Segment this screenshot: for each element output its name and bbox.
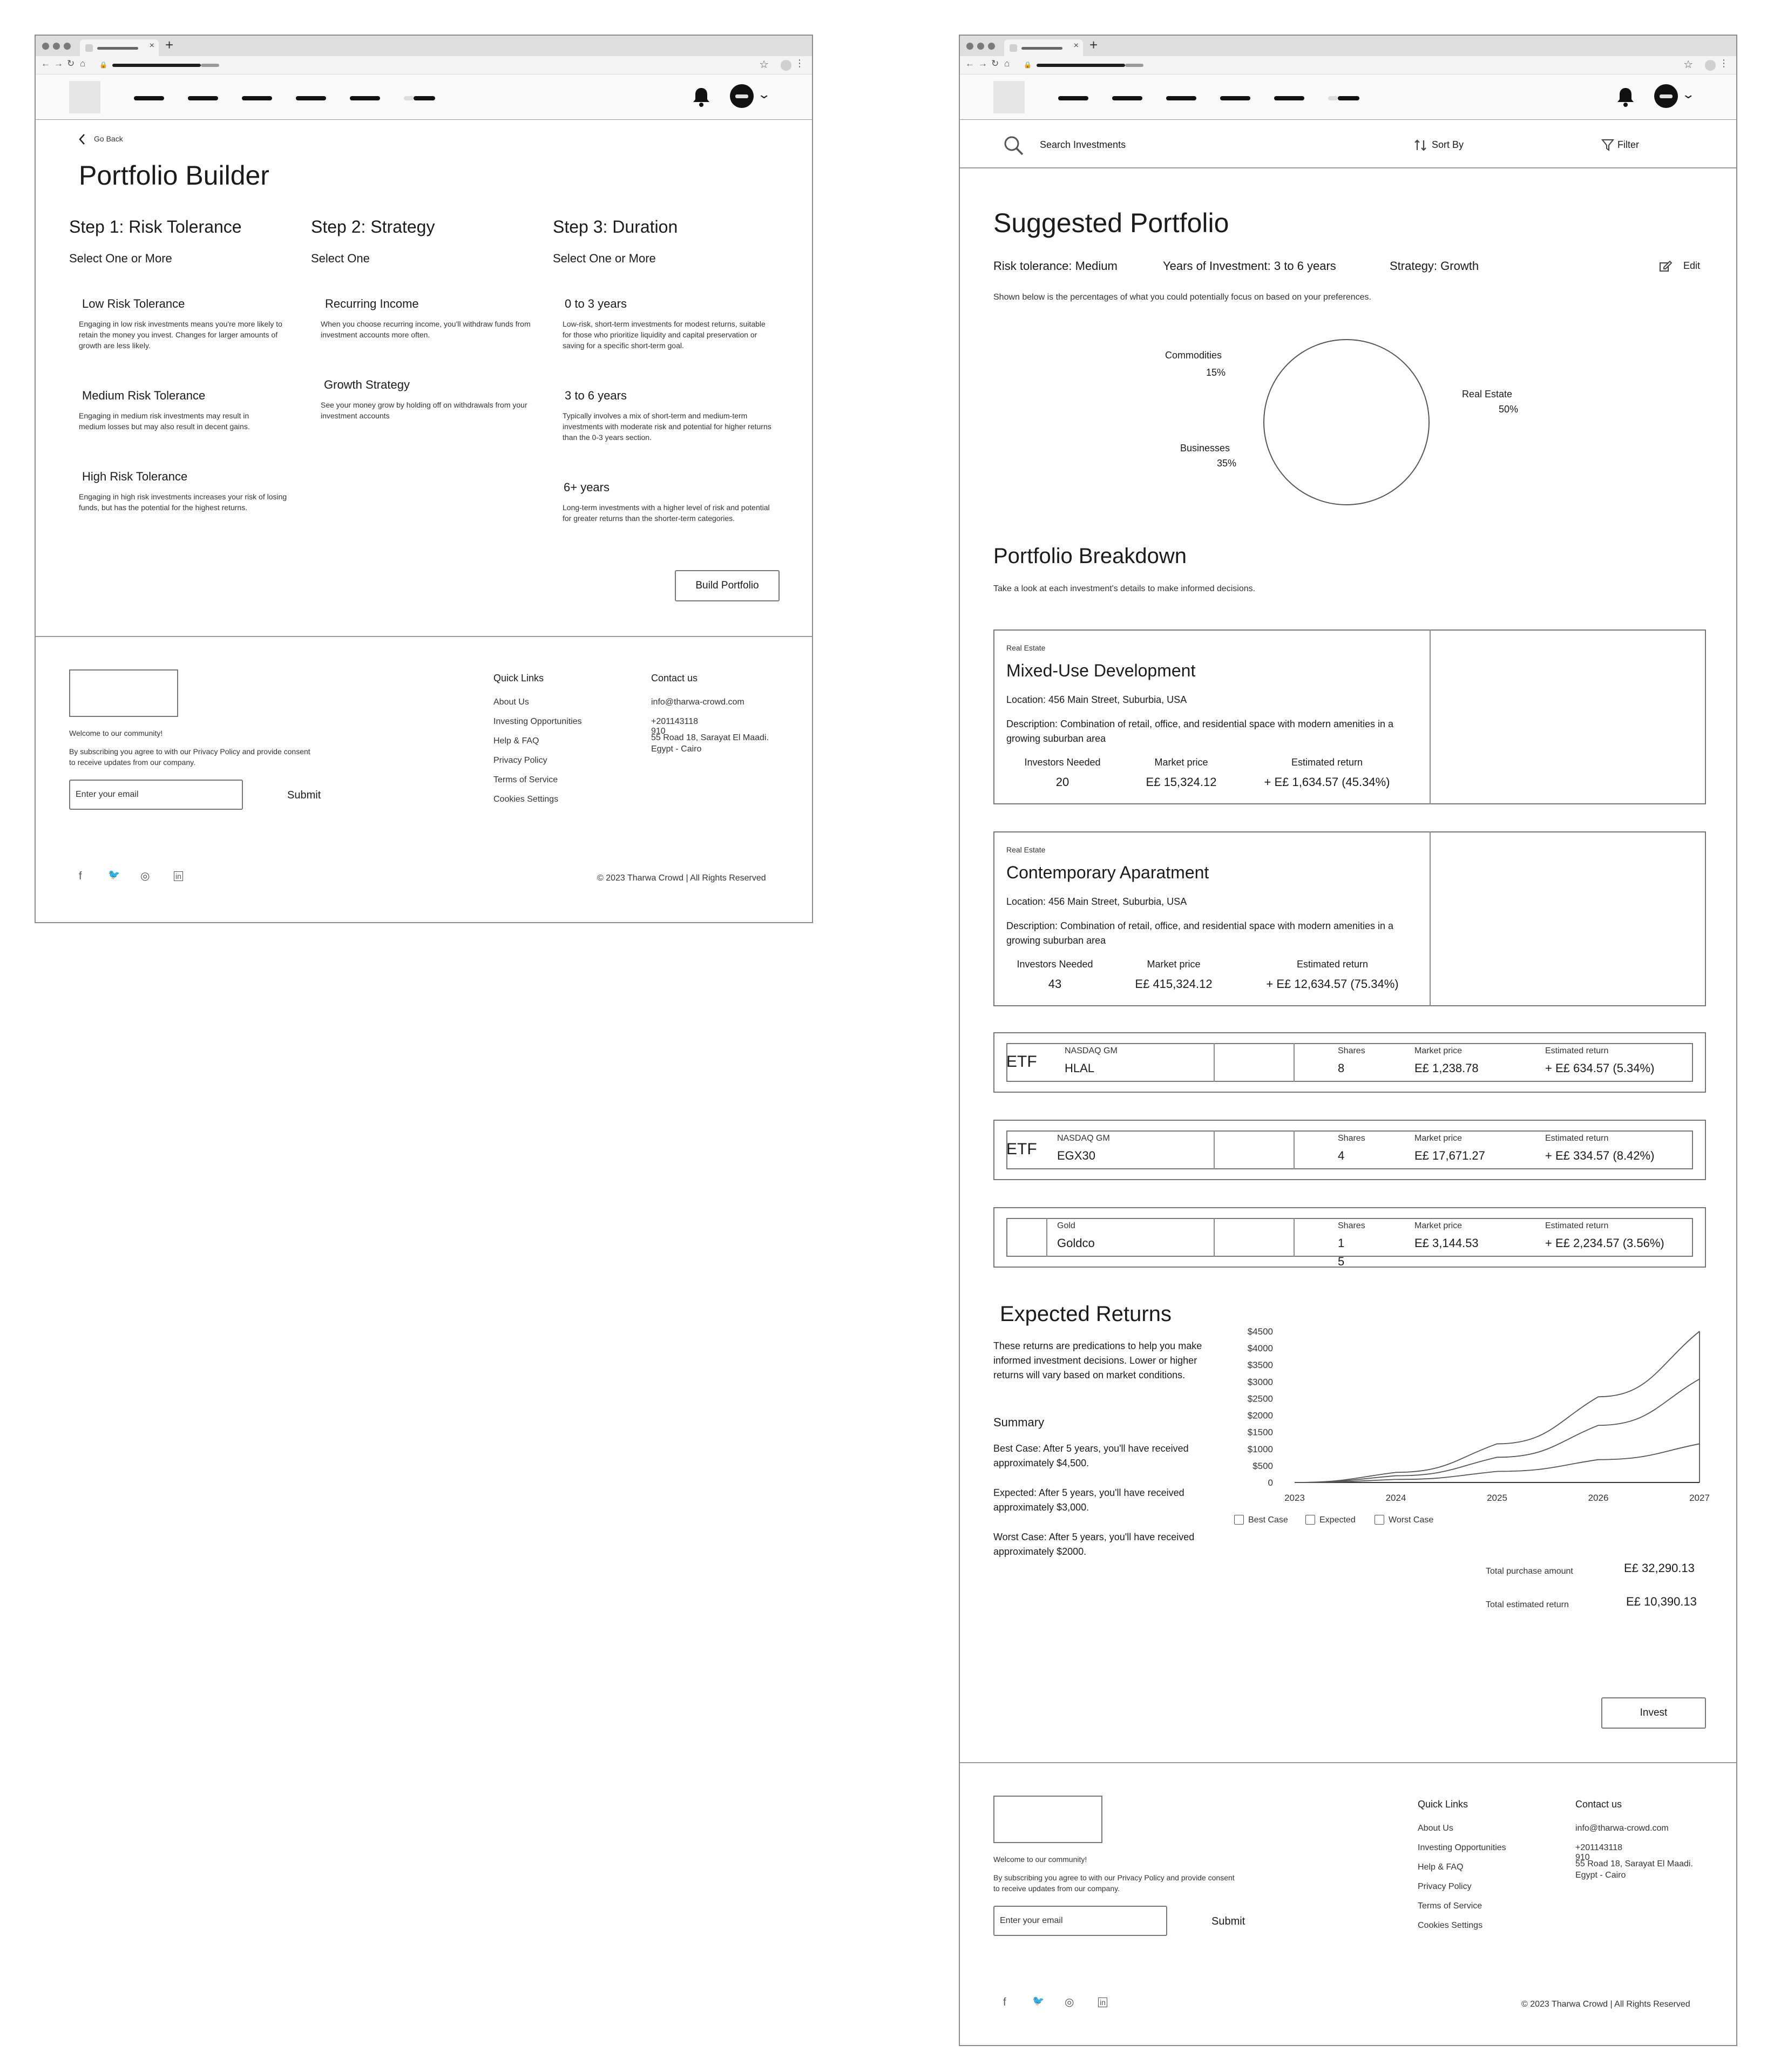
edit-button[interactable]: Edit bbox=[1683, 260, 1701, 271]
y-tick-label: $4500 bbox=[1247, 1326, 1273, 1337]
contact-email[interactable]: info@tharwa-crowd.com bbox=[1575, 1824, 1669, 1833]
contact-title: Contact us bbox=[1575, 1799, 1622, 1810]
card-title: Contemporary Aparatment bbox=[1006, 863, 1209, 882]
shares-label: Shares bbox=[1338, 1046, 1365, 1055]
option-medium-risk[interactable]: Medium Risk Tolerance bbox=[82, 389, 206, 402]
nav-link-2[interactable] bbox=[188, 96, 218, 100]
expected-returns-description: These returns are predications to help you make informed investment decisions. Lower or higher returns will vary based on market conditions. bbox=[993, 1340, 1202, 1380]
browser-titlebar bbox=[960, 36, 1736, 56]
tab-title bbox=[1021, 47, 1062, 50]
footer-link-privacy[interactable]: Privacy Policy bbox=[1418, 1882, 1472, 1891]
summary-worst-case: Worst Case: After 5 years, you'll have received approximately $2000. bbox=[993, 1532, 1195, 1557]
total-return-value: E£ 10,390.13 bbox=[1626, 1595, 1697, 1608]
expected-returns-chart bbox=[1235, 1321, 1710, 1504]
user-avatar[interactable] bbox=[730, 84, 754, 108]
strategy-summary: Strategy: Growth bbox=[1390, 259, 1479, 273]
brand-logo[interactable] bbox=[69, 81, 100, 113]
option-3-6-years-desc: Typically involves a mix of short-term and medium-term investments with moderate risk and potential for higher returns than the 0-3 years section. bbox=[563, 411, 771, 442]
security-row-divider bbox=[1214, 1218, 1215, 1257]
notification-bell-icon[interactable] bbox=[692, 86, 710, 108]
total-purchase-label: Total purchase amount bbox=[1486, 1567, 1573, 1576]
market-price-value: E£ 15,324.12 bbox=[1146, 775, 1217, 789]
browser-profile-icon[interactable] bbox=[1705, 60, 1716, 71]
legend-best-case: Best Case bbox=[1248, 1515, 1288, 1525]
close-dot[interactable] bbox=[966, 43, 973, 50]
security-exchange: NASDAQ GM bbox=[1057, 1134, 1110, 1143]
option-high-risk[interactable]: High Risk Tolerance bbox=[82, 470, 188, 483]
invest-button[interactable]: Invest bbox=[1601, 1697, 1706, 1729]
contact-phone-2: 910 bbox=[651, 727, 666, 736]
newsletter-submit-button[interactable]: Submit bbox=[287, 789, 321, 801]
chevron-left-icon[interactable] bbox=[78, 133, 86, 146]
y-tick-label: $500 bbox=[1253, 1460, 1273, 1471]
shares-value: 4 bbox=[1338, 1149, 1345, 1162]
step-2-title: Step 2: Strategy bbox=[311, 217, 435, 236]
years-summary: Years of Investment: 3 to 6 years bbox=[1163, 259, 1336, 273]
y-tick-label: $2500 bbox=[1247, 1393, 1273, 1404]
notification-bell-icon[interactable] bbox=[1616, 86, 1635, 108]
option-high-risk-desc: Engaging in high risk investments increases your risk of losing funds, but has the potential for the highest returns. bbox=[79, 492, 287, 512]
market-price-value: E£ 415,324.12 bbox=[1135, 977, 1213, 991]
browser-menu-icon[interactable]: ⋮ bbox=[795, 58, 804, 69]
footer-link-investing[interactable]: Investing Opportunities bbox=[1418, 1843, 1506, 1852]
security-ticker: Goldco bbox=[1057, 1236, 1095, 1250]
forward-arrow-icon[interactable]: → bbox=[54, 58, 63, 69]
shares-value-extra: 5 bbox=[1338, 1255, 1345, 1268]
address-bar bbox=[36, 56, 812, 75]
shares-label: Shares bbox=[1338, 1134, 1365, 1143]
contact-phone-2: 910 bbox=[1575, 1853, 1590, 1862]
market-price-label: Market price bbox=[1154, 757, 1208, 768]
security-row-divider bbox=[1214, 1130, 1215, 1169]
pie-label-real-estate: Real Estate bbox=[1462, 389, 1513, 399]
filter-icon[interactable] bbox=[1601, 138, 1614, 152]
browser-window-builder bbox=[35, 35, 813, 923]
address-bar bbox=[960, 56, 1736, 75]
browser-window-suggested bbox=[959, 35, 1737, 2046]
estimated-return-value: + E£ 634.57 (5.34%) bbox=[1545, 1061, 1655, 1075]
home-icon[interactable]: ⌂ bbox=[80, 58, 86, 69]
footer-link-help[interactable]: Help & FAQ bbox=[493, 736, 539, 746]
summary-title: Summary bbox=[993, 1416, 1045, 1429]
nav-link-4[interactable] bbox=[296, 96, 326, 100]
nav-link-5[interactable] bbox=[350, 96, 380, 100]
y-tick-label: $4000 bbox=[1247, 1343, 1273, 1354]
favicon-icon bbox=[1010, 44, 1017, 52]
search-icon[interactable] bbox=[1003, 135, 1025, 157]
facebook-icon[interactable]: f bbox=[79, 870, 82, 882]
security-ticker: EGX30 bbox=[1057, 1149, 1095, 1162]
url-text-suffix bbox=[201, 64, 219, 67]
footer-link-terms[interactable]: Terms of Service bbox=[1418, 1901, 1482, 1911]
y-tick-label: $1500 bbox=[1247, 1427, 1273, 1438]
back-arrow-icon[interactable]: ← bbox=[41, 58, 50, 69]
x-tick-label: 2024 bbox=[1385, 1493, 1406, 1503]
market-price-value: E£ 17,671.27 bbox=[1414, 1149, 1485, 1162]
footer-link-terms[interactable]: Terms of Service bbox=[493, 775, 558, 784]
market-price-label: Market price bbox=[1414, 1221, 1463, 1230]
y-tick-label: $1000 bbox=[1247, 1444, 1273, 1454]
estimated-return-label: Estimated return bbox=[1291, 757, 1363, 768]
investors-needed-label: Investors Needed bbox=[1024, 757, 1101, 768]
card-location: Location: 456 Main Street, Suburbia, USA bbox=[1006, 694, 1187, 705]
nav-link-2[interactable] bbox=[1112, 96, 1142, 100]
estimated-return-label: Estimated return bbox=[1296, 959, 1369, 970]
card-divider bbox=[1430, 831, 1431, 1006]
twitter-icon[interactable]: 🐦 bbox=[1032, 1995, 1045, 2006]
card-category: Real Estate bbox=[1006, 845, 1046, 854]
contact-address: 55 Road 18, Sarayat El Maadi. Egypt - Cairo bbox=[1575, 1859, 1693, 1880]
nav-link-6-prefix bbox=[404, 96, 414, 100]
estimated-return-label: Estimated return bbox=[1545, 1046, 1609, 1055]
facebook-icon[interactable]: f bbox=[1003, 1996, 1006, 2008]
footer-logo bbox=[993, 1796, 1102, 1843]
instagram-icon[interactable]: ◎ bbox=[1065, 1996, 1074, 2008]
market-price-label: Market price bbox=[1147, 959, 1201, 970]
security-thumb-divider bbox=[1046, 1218, 1047, 1257]
newsletter-email-input[interactable]: Enter your email bbox=[993, 1906, 1167, 1936]
allocation-pie-chart bbox=[1262, 338, 1431, 506]
browser-titlebar bbox=[36, 36, 812, 56]
copyright: © 2023 Tharwa Crowd | All Rights Reserved bbox=[597, 874, 766, 883]
footer-consent: By subscribing you agree to with our Privacy Policy and provide consent to receive updates from our company. bbox=[69, 747, 310, 767]
series-line-expected bbox=[1295, 1379, 1700, 1482]
summary-best-case: Best Case: After 5 years, you'll have received approximately $4,500. bbox=[993, 1443, 1189, 1468]
contact-address: 55 Road 18, Sarayat El Maadi. Egypt - Cairo bbox=[651, 733, 769, 754]
footer-consent: By subscribing you agree to with our Privacy Policy and provide consent to receive updates from our company. bbox=[993, 1873, 1235, 1893]
security-row-divider bbox=[1294, 1130, 1295, 1169]
market-price-value: E£ 3,144.53 bbox=[1414, 1236, 1479, 1250]
total-return-label: Total estimated return bbox=[1486, 1600, 1569, 1609]
footer-link-help[interactable]: Help & FAQ bbox=[1418, 1863, 1464, 1872]
y-tick-label: $2000 bbox=[1247, 1410, 1273, 1421]
contact-title: Contact us bbox=[651, 673, 698, 683]
contact-phone: +201143118 bbox=[651, 717, 699, 726]
footer-welcome: Welcome to our community! bbox=[69, 729, 163, 737]
option-growth-strategy-desc: See your money grow by holding off on withdrawals from your investment accounts bbox=[321, 401, 527, 420]
lock-icon: 🔒 bbox=[1024, 61, 1032, 69]
minimize-dot[interactable] bbox=[53, 43, 60, 50]
app-navbar bbox=[960, 75, 1736, 120]
footer-link-cookies[interactable]: Cookies Settings bbox=[1418, 1921, 1483, 1930]
security-badge: ETF bbox=[1006, 1053, 1037, 1071]
browser-profile-icon[interactable] bbox=[781, 60, 791, 71]
edit-icon[interactable] bbox=[1658, 259, 1673, 273]
close-dot[interactable] bbox=[42, 43, 49, 50]
instagram-icon[interactable]: ◎ bbox=[140, 870, 150, 882]
nav-link-6[interactable] bbox=[414, 96, 435, 100]
option-6-plus-years-desc: Long-term investments with a higher level of risk and potential for greater returns than the shorter-term categories. bbox=[563, 503, 770, 523]
option-growth-strategy[interactable]: Growth Strategy bbox=[324, 378, 410, 391]
home-icon[interactable]: ⌂ bbox=[1004, 58, 1010, 69]
suggested-title: Suggested Portfolio bbox=[993, 208, 1229, 238]
nav-link-3[interactable] bbox=[1166, 96, 1196, 100]
legend-checkbox-best-case[interactable] bbox=[1234, 1515, 1244, 1525]
nav-link-4[interactable] bbox=[1220, 96, 1250, 100]
user-avatar[interactable] bbox=[1654, 84, 1678, 108]
y-tick-label: 0 bbox=[1268, 1478, 1273, 1488]
search-input[interactable]: Search Investments bbox=[1040, 139, 1126, 150]
card-location: Location: 456 Main Street, Suburbia, USA bbox=[1006, 896, 1187, 907]
step-2-hint: Select One bbox=[311, 252, 370, 265]
option-recurring-income-desc: When you choose recurring income, you'll withdraw funds from investment accounts more often. bbox=[321, 320, 531, 339]
footer-link-privacy[interactable]: Privacy Policy bbox=[493, 756, 547, 765]
url-text-suffix bbox=[1125, 64, 1143, 67]
estimated-return-value: + E£ 2,234.57 (3.56%) bbox=[1545, 1236, 1664, 1250]
estimated-return-value: + E£ 12,634.57 (75.34%) bbox=[1266, 977, 1399, 991]
summary-expected: Expected: After 5 years, you'll have received approximately $3,000. bbox=[993, 1487, 1184, 1513]
new-tab-icon[interactable]: + bbox=[165, 37, 174, 53]
footer-link-investing[interactable]: Investing Opportunities bbox=[493, 717, 582, 726]
investors-needed-value: 43 bbox=[1048, 977, 1062, 991]
footer-link-cookies[interactable]: Cookies Settings bbox=[493, 795, 559, 804]
url-text[interactable] bbox=[1037, 64, 1125, 67]
legend-expected: Expected bbox=[1319, 1515, 1356, 1525]
option-0-3-years[interactable]: 0 to 3 years bbox=[565, 297, 627, 310]
browser-menu-icon[interactable]: ⋮ bbox=[1719, 58, 1729, 69]
nav-link-5[interactable] bbox=[1274, 96, 1304, 100]
series-line-worst-case bbox=[1295, 1444, 1700, 1482]
x-tick-label: 2026 bbox=[1588, 1493, 1609, 1503]
shares-value: 1 bbox=[1338, 1236, 1345, 1250]
estimated-return-label: Estimated return bbox=[1545, 1134, 1609, 1143]
nav-link-6[interactable] bbox=[1338, 96, 1359, 100]
option-3-6-years[interactable]: 3 to 6 years bbox=[565, 389, 627, 402]
forward-arrow-icon[interactable]: → bbox=[978, 58, 987, 69]
newsletter-submit-button[interactable]: Submit bbox=[1211, 1915, 1245, 1927]
shares-value: 8 bbox=[1338, 1061, 1345, 1075]
option-6-plus-years[interactable]: 6+ years bbox=[564, 480, 610, 494]
option-0-3-years-desc: Low-risk, short-term investments for modest returns, suitable for those who prioritize liquidity and capital preservation or saving for a specific short-term goal. bbox=[563, 320, 766, 350]
footer-welcome: Welcome to our community! bbox=[993, 1855, 1087, 1864]
expected-returns-title: Expected Returns bbox=[1000, 1302, 1172, 1326]
contact-phone: +201143118 bbox=[1575, 1843, 1623, 1852]
tab-close-icon[interactable]: × bbox=[1073, 41, 1079, 50]
sort-by-button[interactable]: Sort By bbox=[1432, 139, 1464, 150]
series-line-best-case bbox=[1295, 1331, 1700, 1482]
security-exchange: NASDAQ GM bbox=[1065, 1046, 1118, 1055]
security-row-divider bbox=[1294, 1043, 1295, 1082]
url-text[interactable] bbox=[112, 64, 201, 67]
chevron-down-icon[interactable]: ⌄ bbox=[1681, 87, 1696, 101]
security-exchange: Gold bbox=[1057, 1221, 1075, 1230]
option-medium-risk-desc: Engaging in medium risk investments may result in medium losses but may also result in decent gains. bbox=[79, 411, 250, 431]
legend-checkbox-expected[interactable] bbox=[1305, 1515, 1315, 1525]
browser-tab[interactable] bbox=[1004, 39, 1083, 56]
investors-needed-value: 20 bbox=[1055, 775, 1069, 789]
quick-links-title: Quick Links bbox=[1418, 1799, 1468, 1810]
pie-value-commodities: 15% bbox=[1206, 367, 1226, 378]
copyright: © 2023 Tharwa Crowd | All Rights Reserved bbox=[1521, 2000, 1690, 2009]
maximize-dot[interactable] bbox=[988, 43, 995, 50]
risk-tolerance-summary: Risk tolerance: Medium bbox=[993, 259, 1118, 273]
option-recurring-income[interactable]: Recurring Income bbox=[325, 297, 419, 310]
x-tick-label: 2023 bbox=[1284, 1493, 1305, 1503]
pie-value-businesses: 35% bbox=[1217, 458, 1237, 469]
legend-worst-case: Worst Case bbox=[1389, 1515, 1434, 1525]
option-low-risk-desc: Engaging in low risk investments means you're more likely to retain the money you invest. Changes for larger amounts of growth are less likely. bbox=[79, 320, 282, 350]
step-1-title: Step 1: Risk Tolerance bbox=[69, 217, 242, 236]
security-row-divider bbox=[1294, 1218, 1295, 1257]
footer-link-about[interactable]: About Us bbox=[493, 698, 529, 707]
step-3-hint: Select One or More bbox=[553, 252, 656, 265]
pie-value-real-estate: 50% bbox=[1499, 404, 1519, 415]
option-low-risk[interactable]: Low Risk Tolerance bbox=[82, 297, 185, 310]
linkedin-icon[interactable]: in bbox=[174, 871, 183, 881]
footer-divider bbox=[960, 1762, 1736, 1763]
bookmark-star-icon[interactable]: ☆ bbox=[759, 59, 769, 71]
sort-icon[interactable] bbox=[1413, 138, 1427, 152]
go-back-link[interactable]: Go Back bbox=[94, 134, 123, 143]
reload-icon[interactable]: ↻ bbox=[991, 58, 999, 69]
browser-tab[interactable] bbox=[80, 39, 159, 56]
footer-link-about[interactable]: About Us bbox=[1418, 1824, 1453, 1833]
tab-close-icon[interactable]: × bbox=[149, 41, 154, 50]
newsletter-email-input[interactable]: Enter your email bbox=[69, 780, 243, 810]
minimize-dot[interactable] bbox=[977, 43, 984, 50]
maximize-dot[interactable] bbox=[64, 43, 71, 50]
market-price-value: E£ 1,238.78 bbox=[1414, 1061, 1479, 1075]
estimated-return-value: + E£ 1,634.57 (45.34%) bbox=[1264, 775, 1390, 789]
card-divider bbox=[1430, 629, 1431, 804]
step-1-hint: Select One or More bbox=[69, 252, 172, 265]
total-purchase-value: E£ 32,290.13 bbox=[1624, 1561, 1695, 1575]
step-3-title: Step 3: Duration bbox=[553, 217, 678, 236]
y-tick-label: $3500 bbox=[1247, 1360, 1273, 1371]
build-portfolio-button[interactable]: Build Portfolio bbox=[675, 570, 780, 601]
nav-link-3[interactable] bbox=[242, 96, 272, 100]
suggested-description: Shown below is the percentages of what you could potentially focus on based on your preferences. bbox=[993, 293, 1371, 302]
breakdown-title: Portfolio Breakdown bbox=[993, 544, 1187, 568]
market-price-label: Market price bbox=[1414, 1134, 1463, 1143]
card-title: Mixed-Use Development bbox=[1006, 661, 1196, 680]
shares-label: Shares bbox=[1338, 1221, 1365, 1230]
favicon-icon bbox=[85, 44, 93, 52]
legend-checkbox-worst-case[interactable] bbox=[1375, 1515, 1384, 1525]
brand-logo[interactable] bbox=[993, 81, 1025, 113]
footer-logo bbox=[69, 669, 178, 717]
twitter-icon[interactable]: 🐦 bbox=[108, 869, 120, 880]
investors-needed-label: Investors Needed bbox=[1017, 959, 1093, 970]
x-tick-label: 2025 bbox=[1487, 1493, 1507, 1503]
chevron-down-icon[interactable]: ⌄ bbox=[757, 87, 771, 101]
app-navbar bbox=[36, 75, 812, 120]
y-tick-label: $3000 bbox=[1247, 1377, 1273, 1387]
contact-email[interactable]: info@tharwa-crowd.com bbox=[651, 698, 744, 707]
estimated-return-label: Estimated return bbox=[1545, 1221, 1609, 1230]
quick-links-title: Quick Links bbox=[493, 673, 544, 683]
back-arrow-icon[interactable]: ← bbox=[965, 58, 974, 69]
linkedin-icon[interactable]: in bbox=[1098, 1997, 1107, 2007]
filter-button[interactable]: Filter bbox=[1617, 139, 1639, 150]
estimated-return-value: + E£ 334.57 (8.42%) bbox=[1545, 1149, 1655, 1162]
card-description: Description: Combination of retail, office, and residential space with modern amenities in a growing suburban area bbox=[1006, 920, 1394, 946]
pie-label-commodities: Commodities bbox=[1165, 350, 1222, 361]
nav-link-1[interactable] bbox=[134, 96, 164, 100]
bookmark-star-icon[interactable]: ☆ bbox=[1683, 59, 1693, 71]
nav-link-1[interactable] bbox=[1058, 96, 1088, 100]
lock-icon: 🔒 bbox=[99, 61, 107, 69]
security-ticker: HLAL bbox=[1065, 1061, 1095, 1075]
footer-divider bbox=[36, 636, 812, 637]
reload-icon[interactable]: ↻ bbox=[67, 58, 75, 69]
breakdown-description: Take a look at each investment's details to make informed decisions. bbox=[993, 584, 1256, 593]
security-badge: ETF bbox=[1006, 1140, 1037, 1158]
security-row-divider bbox=[1214, 1043, 1215, 1082]
card-description: Description: Combination of retail, office, and residential space with modern amenities in a growing suburban area bbox=[1006, 719, 1394, 744]
card-category: Real Estate bbox=[1006, 644, 1046, 652]
pie-label-businesses: Businesses bbox=[1180, 443, 1230, 453]
page-title: Portfolio Builder bbox=[79, 160, 269, 191]
nav-link-6-prefix bbox=[1328, 96, 1338, 100]
x-tick-label: 2027 bbox=[1689, 1493, 1710, 1503]
new-tab-icon[interactable]: + bbox=[1089, 37, 1098, 53]
market-price-label: Market price bbox=[1414, 1046, 1463, 1055]
tab-title bbox=[97, 47, 138, 50]
